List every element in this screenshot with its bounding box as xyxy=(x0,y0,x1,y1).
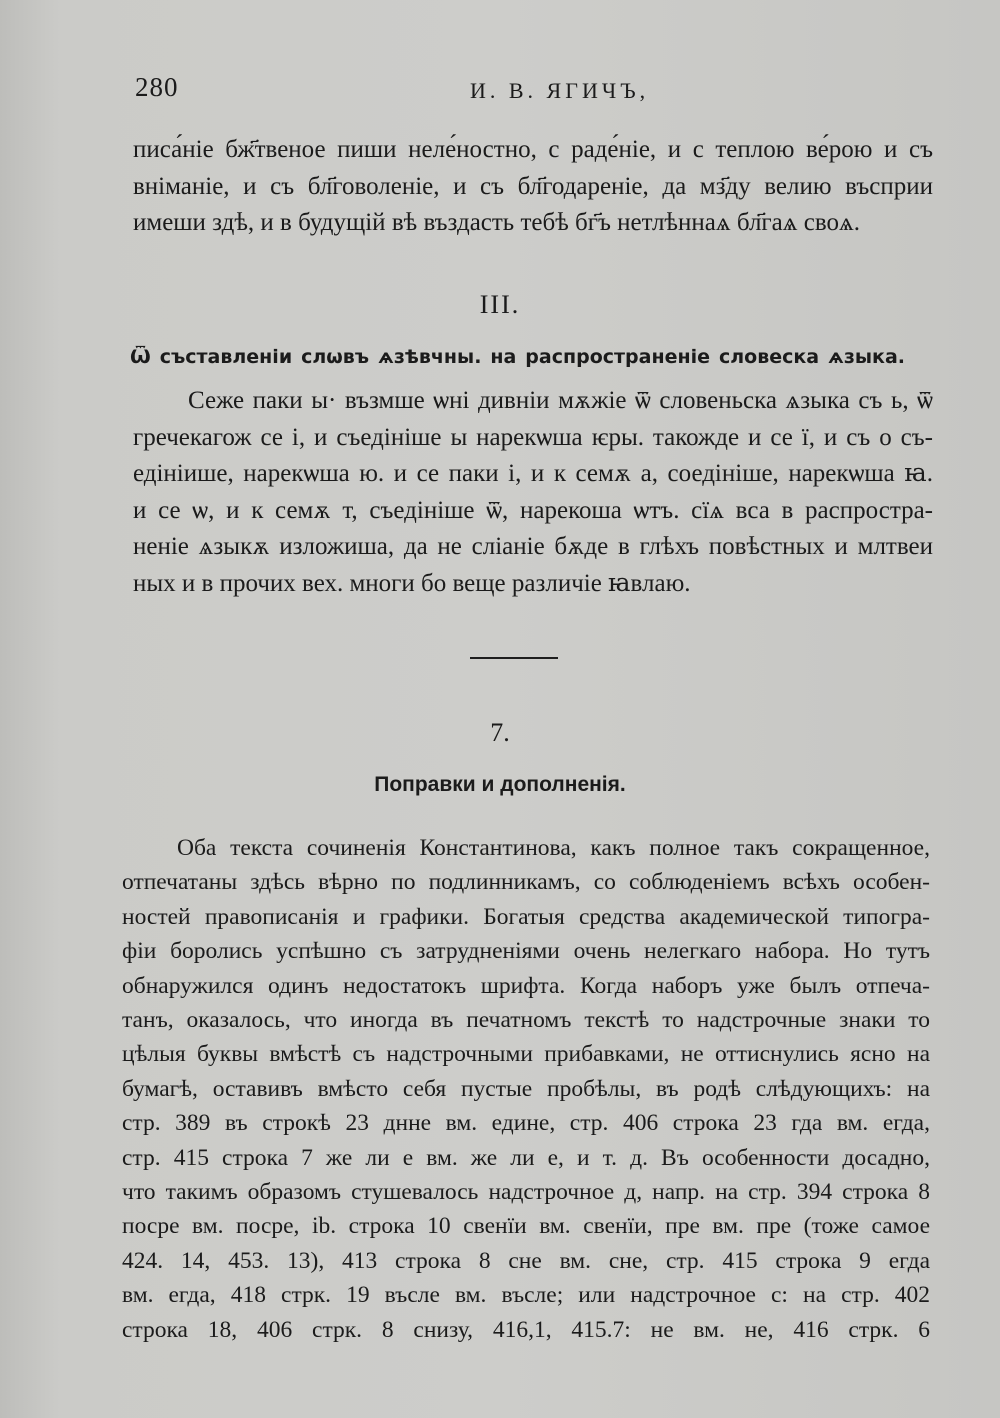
text-line: бумагѣ, оставивъ вмѣсто себя пустые пробѣлы, въ родѣ слѣдующихъ: на xyxy=(122,1075,930,1102)
text-line: неніе ѧзыкѫ изложиша, да не сліаніе бѫде в глѣхъ повѣстных и млтвеи xyxy=(133,533,933,560)
text-line: обнаружился одинъ недостатокъ шрифта. Когда наборъ уже былъ отпеча- xyxy=(122,972,930,999)
text-line: посре вм. посре, ib. строка 10 свенїи вм. свенїи, пре вм. пре (тоже самое xyxy=(122,1213,930,1240)
section-numeral: III. xyxy=(479,290,521,319)
text-line: имеши здѣ, и в будущій вѣ въздасть тебѣ бг҃ъ нетлѣннаѧ бл҃гаѧ своѧ. xyxy=(133,209,861,236)
subsection-number: 7. xyxy=(490,718,510,747)
text-line: 424. 14, 453. 13), 413 строка 8 сне вм. сне, стр. 415 строка 9 егда xyxy=(122,1247,930,1274)
text-line: что такимъ образомъ стушевалось надстрочное д, напр. на стр. 394 строка 8 xyxy=(122,1179,930,1206)
text-line: гречекагож се і, и съедініше ы нарекѡша ѥры. такожде и се ї, и съ о съ- xyxy=(133,423,933,451)
paragraph-corrections xyxy=(122,831,930,1347)
text-line: Сеже паки ы· възмше ѡні дивніи мѫжіе ѿ словеньска ѧзыка съ ь, ѿ xyxy=(188,387,933,414)
church-slavonic-heading: Ѿ съставленіи слѡвъ ѧзѣвчны. на распространеніе словеска ѧзыка. xyxy=(130,346,905,368)
text-line: едініише, нарекѡша ю. и се паки і, и к семѫ а, соедініше, нарекѡша ꙗ. xyxy=(133,460,933,487)
section-divider xyxy=(470,657,558,659)
text-line: вм. егда, 418 стрк. 19 въсле вм. въсле; или надстрочное с: на стр. 402 xyxy=(122,1282,930,1309)
text-line: стр. 389 въ строкѣ 23 днне вм. едине, стр. 406 строка 23 гда вм. егда, xyxy=(122,1110,930,1137)
text-line: Оба текста сочиненія Константинова, какъ полное такъ сокращенное, xyxy=(177,835,930,861)
text-line: фіи боролись успѣшно съ затрудненіями очень нелегкаго набора. Но тутъ xyxy=(122,938,930,965)
running-head xyxy=(135,72,935,108)
paragraph-church-slavonic-2 xyxy=(133,383,933,602)
running-head-author: И. В. ЯГИЧЪ, xyxy=(470,78,650,103)
section-title: Поправки и дополненія. xyxy=(374,773,626,796)
text-line: писа́ніе бж҃твеное пиши неле́ностно, с раде́ніе, и с теплою ве́рою и съ xyxy=(133,136,933,163)
text-line: вніманіе, и съ бл҃говоленіе, и съ бл҃годареніе, да мз҃ду велию въсприи xyxy=(133,172,933,200)
page-number: 280 xyxy=(135,72,179,102)
text-line: цѣлыя буквы вмѣстѣ съ надстрочными прибавками, не оттиснулись ясно на xyxy=(122,1041,930,1068)
text-line: стр. 415 строка 7 же ли е вм. же ли е, и т. д. Въ особенности досадно, xyxy=(122,1144,930,1171)
text-line: и се ѡ, и к семѫ т, съедініше ѿ, нарекоша ѡтъ. сїѧ вса в распростра- xyxy=(133,496,933,524)
text-line: строка 18, 406 стрк. 8 снизу, 416,1, 415.7: не вм. не, 416 стрк. 6 xyxy=(122,1316,930,1343)
text-line: танъ, оказалось, что иногда въ печатномъ текстѣ то надстрочные знаки то xyxy=(122,1007,930,1034)
text-line: отпечатаны здѣсь вѣрно по подлинникамъ, со соблюденіемъ всѣхъ особен- xyxy=(122,869,930,896)
paragraph-church-slavonic-1 xyxy=(133,132,933,242)
text-line: ностей правописанія и графики. Богатыя средства академической типогра- xyxy=(122,903,930,930)
text-line: ных и в прочих вех. многи бо веще различіе ꙗвлаю. xyxy=(133,569,691,597)
